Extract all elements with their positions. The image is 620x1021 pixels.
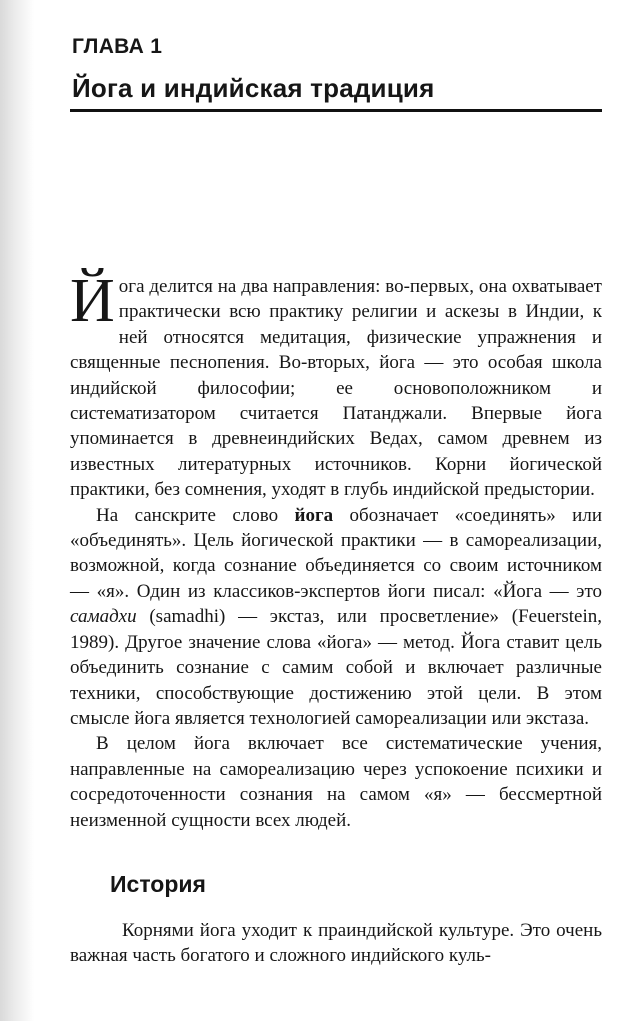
- intro-paragraph-1-text: ога делится на два направления: во-первых, она охватывает практически всю практику религии и аскезы в Индии, к ней относятся медитация, физические упражнения и священные песнопения. Во-вторых, йога — это особая школа индийской философии; ее основоположником и систематизатором считается Патанджали. Впервые йога упоминается в древнеиндийских Ведах, самом древнем из известных литературных источников. Корни йогической практики, без сомнения, уходят в глубь индийской предыстории.: [70, 276, 602, 501]
- intro-paragraph-1: [70, 267, 602, 503]
- history-paragraph-1: Корнями йога уходит к праиндийской культуре. Это очень важная часть богатого и сложного индийского куль-: [70, 920, 602, 967]
- samadhi-term-italic: самадхи: [70, 606, 137, 628]
- title-rule: [70, 109, 602, 112]
- drop-cap: Й: [70, 267, 115, 335]
- intro-paragraph-2-part-b: обозначает «соединять» или «объединять». Цель йогической практики — в самореализации, возможной, когда сознание объединяется со своим источником — «я». Один из классиков-экспертов йоги писал: «Йога — это: [70, 504, 602, 602]
- yoga-term-bold: йога: [294, 504, 334, 526]
- intro-text: [70, 267, 602, 833]
- intro-paragraph-2: [70, 503, 602, 732]
- intro-paragraph-2-part-a: На санскрите слово: [96, 504, 295, 526]
- chapter-label: ГЛАВА 1: [72, 35, 163, 58]
- intro-paragraph-3: В целом йога включает все систематические учения, направленные на самореализацию через успокоение психики и сосредоточенности сознания на самом «я» — бессмертной неизменной сущности всех людей.: [70, 733, 602, 831]
- page-gutter-shadow: [0, 0, 34, 1021]
- intro-paragraph-2-part-c: (samadhi) — экстаз, или просветление» (Feuerstein, 1989). Другое значение слова «йога» — метод. Йога ставит цель объединить сознание с самим собой и включает различные техники, способствующие достижению этой цели. В этом смысле йога является технологией самореализации или экстаза.: [70, 606, 602, 729]
- chapter-title: Йога и индийская традиция: [72, 73, 435, 103]
- book-page: [70, 0, 602, 1021]
- history-text: [70, 918, 602, 969]
- section-heading-history: История: [110, 871, 206, 897]
